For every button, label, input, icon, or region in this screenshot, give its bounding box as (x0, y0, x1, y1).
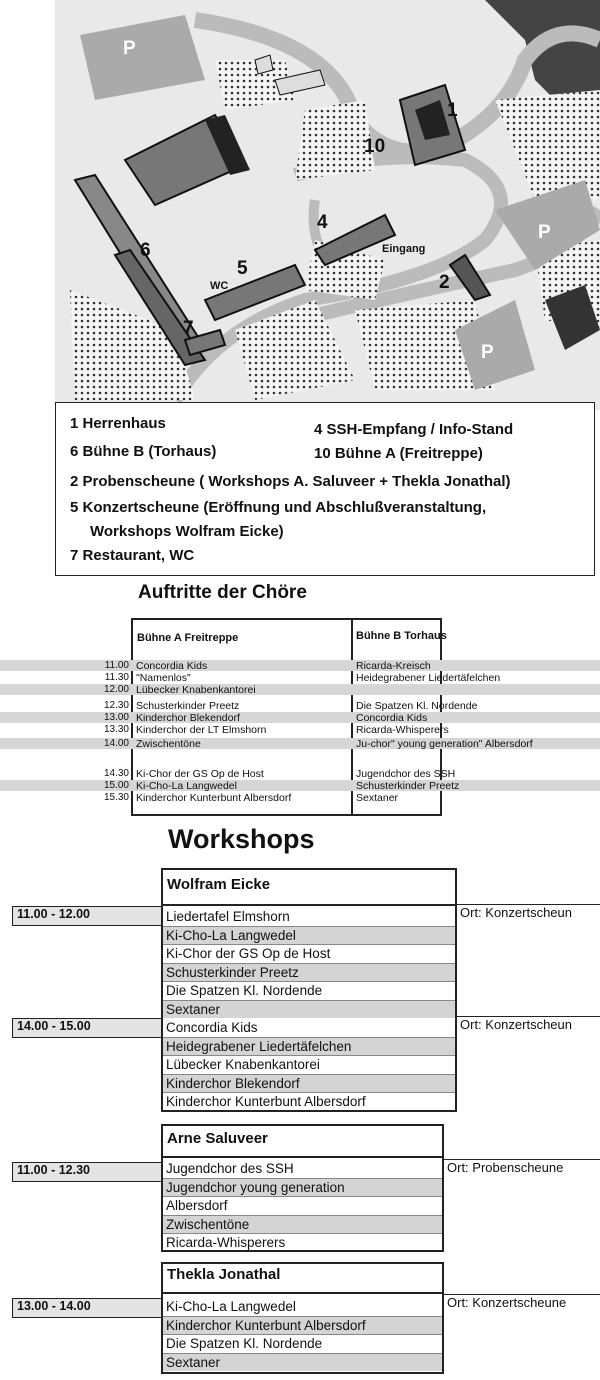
concert-time: 13.00 (103, 712, 129, 723)
marker-5: 5 (237, 258, 248, 279)
saluveer-time: 11.00 - 12.30 (12, 1162, 162, 1182)
legend-item: 1 Herrenhaus (70, 415, 166, 432)
workshop-eicke-name: Wolfram Eicke (167, 876, 271, 893)
workshop-choir: Liedertafel Elmshorn (166, 909, 290, 924)
jonathal-place: Ort: Konzertscheune (443, 1294, 600, 1316)
legend-item: 4 SSH-Empfang / Info-Stand (314, 421, 514, 438)
concert-stage-a: Kinderchor Kunterbunt Albersdorf (136, 792, 292, 804)
concert-stage-b: Jugendchor des SSH (356, 768, 456, 780)
workshop-choir: Ki-Cho-La Langwedel (166, 927, 296, 943)
concert-time: 13.30 (103, 724, 129, 735)
legend-item: 5 Konzertscheune (Eröffnung und Abschlußveranstaltung, (70, 499, 487, 516)
concert-stage-a: Ki-Chor der GS Op de Host (136, 768, 264, 780)
concert-time: 15.30 (103, 792, 129, 803)
concert-time: 15.00 (103, 780, 129, 791)
concert-time: 12.30 (103, 700, 129, 711)
concerts-title: Auftritte der Chöre (138, 582, 307, 603)
concert-time: 11.00 (104, 660, 129, 671)
marker-4: 4 (317, 212, 328, 233)
workshop-choir: Sextaner (166, 1354, 221, 1370)
legend-item: 7 Restaurant, WC (70, 547, 195, 564)
eicke-slot2-place: Ort: Konzertscheun (456, 1016, 600, 1038)
concert-stage-b: Sextaner (356, 792, 399, 804)
workshop-choir: Die Spatzen Kl. Nordende (166, 983, 323, 998)
parking-label: P (481, 342, 494, 363)
workshop-choir: Kinderchor Kunterbunt Albersdorf (166, 1094, 366, 1109)
workshop-saluveer-name: Arne Saluveer (167, 1130, 268, 1147)
workshop-choir: Sextaner (166, 1001, 221, 1017)
workshop-choir: Lübecker Knabenkantorei (166, 1057, 320, 1072)
wc-label: WC (210, 280, 229, 292)
marker-7: 7 (183, 318, 194, 339)
workshop-choir: Concordia Kids (166, 1020, 258, 1035)
workshop-choir: Ricarda-Whisperers (166, 1235, 286, 1250)
marker-6: 6 (140, 240, 151, 261)
concert-stage-a: Zwischentöne (136, 738, 201, 750)
workshop-choir: Jugendchor des SSH (166, 1161, 294, 1176)
concert-stage-b: Heidegrabener Liedertäfelchen (356, 672, 501, 684)
jonathal-time: 13.00 - 14.00 (12, 1298, 162, 1318)
workshop-choir: Ki-Chor der GS Op de Host (166, 946, 331, 961)
eicke-slot2-time: 14.00 - 15.00 (12, 1018, 162, 1038)
concert-stage-a: Ki-Cho-La Langwedel (136, 780, 237, 792)
workshop-choir: Kinderchor Blekendorf (166, 1075, 300, 1091)
workshop-choir: Kinderchor Kunterbunt Albersdorf (166, 1317, 366, 1333)
concert-time: 14.00 (103, 738, 129, 749)
column-header-b: Bühne B Torhaus (356, 630, 447, 642)
site-map (55, 0, 600, 410)
legend-item: 10 Bühne A (Freitreppe) (314, 445, 483, 462)
concert-stage-b: Ricarda-Kreisch (356, 660, 431, 672)
workshop-choir: Zwischentöne (166, 1216, 250, 1232)
workshops-title: Workshops (168, 824, 315, 854)
concert-stage-b: Concordia Kids (356, 712, 428, 724)
workshop-choir: Heidegrabener Liedertäfelchen (166, 1038, 352, 1054)
concert-stage-a: Kinderchor der LT Elmshorn (136, 724, 267, 736)
concert-time: 14.30 (103, 768, 129, 779)
concert-stage-a: "Namenlos" (136, 672, 191, 684)
workshop-choir: Ki-Cho-La Langwedel (166, 1299, 296, 1314)
concert-stage-a: Kinderchor Blekendorf (136, 712, 240, 724)
concert-time: 12.00 (103, 684, 129, 695)
concert-time: 11.30 (104, 672, 129, 683)
workshop-choir: Schusterkinder Preetz (166, 964, 299, 980)
eicke-slot1-time: 11.00 - 12.00 (12, 906, 162, 926)
workshop-choir: Albersdorf (166, 1198, 228, 1213)
eicke-slot1-place: Ort: Konzertscheun (456, 904, 600, 926)
parking-area (80, 15, 205, 100)
map-drawing (55, 0, 600, 410)
concert-stage-b: Ju-chor" young generation" Albersdorf (356, 738, 533, 750)
legend-item: Workshops Wolfram Eicke) (90, 523, 284, 540)
workshop-choir: Jugendchor young generation (166, 1179, 345, 1195)
parking-label: P (123, 38, 136, 59)
marker-10: 10 (364, 136, 386, 157)
marker-1: 1 (447, 100, 458, 121)
workshop-jonathal-name: Thekla Jonathal (167, 1266, 281, 1283)
concert-stage-b: Ricarda-Whisperers (356, 724, 449, 736)
concert-stage-b: Die Spatzen Kl. Nordende (356, 700, 478, 712)
map-legend (55, 402, 595, 576)
legend-item: 2 Probenscheune ( Workshops A. Saluveer + Thekla Jonathal) (70, 473, 511, 490)
workshop-choir: Die Spatzen Kl. Nordende (166, 1336, 323, 1351)
column-header-a: Bühne A Freitreppe (137, 632, 239, 644)
marker-2: 2 (439, 272, 450, 293)
saluveer-place: Ort: Probenscheune (443, 1159, 600, 1181)
concert-stage-b: Schusterkinder Preetz (356, 780, 460, 792)
legend-item: 6 Bühne B (Torhaus) (70, 443, 217, 460)
parking-label: P (538, 222, 551, 243)
entrance-label: Eingang (382, 243, 426, 255)
concert-stage-a: Lübecker Knabenkantorei (136, 684, 256, 696)
concert-stage-a: Schusterkinder Preetz (136, 700, 240, 712)
concert-stage-a: Concordia Kids (136, 660, 208, 672)
